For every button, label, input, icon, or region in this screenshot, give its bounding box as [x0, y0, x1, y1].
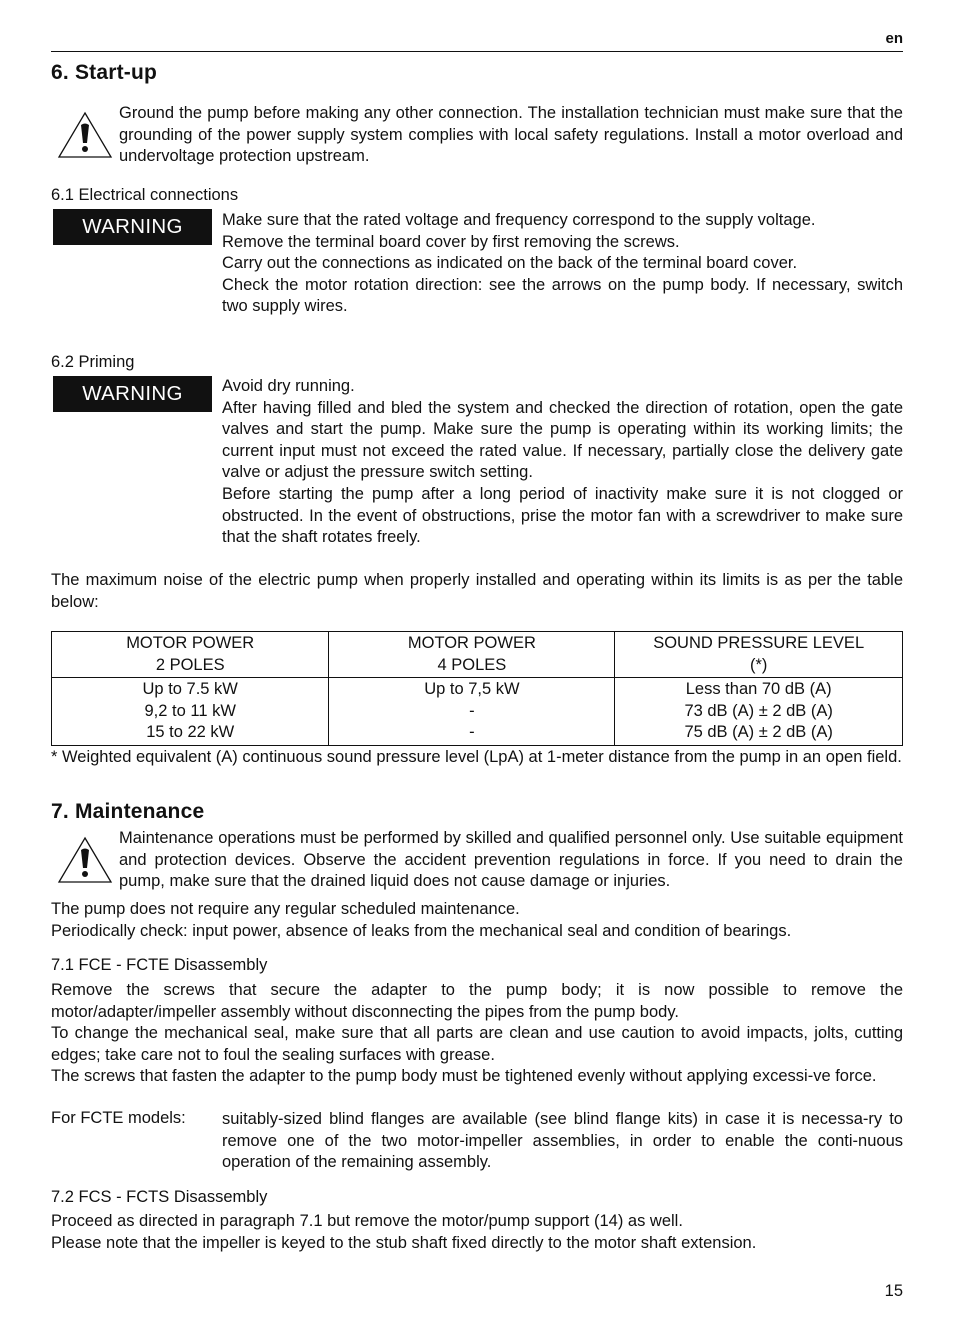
maintenance-line: The pump does not require any regular scheduled maintenance. [51, 900, 520, 918]
table-footnote: * Weighted equivalent (A) continuous sound pressure level (LpA) at 1-meter distance from the pump in an open field. [51, 748, 902, 766]
table-cell: Less than 70 dB (A) 73 dB (A) ± 2 dB (A) 75 dB (A) ± 2 dB (A) [615, 678, 903, 746]
startup-intro: Ground the pump before making any other connection. The installation technician must make sure that the grounding of the power supply system complies with local safety regulations. Install a motor overload and undervoltage protection upstream. [119, 104, 903, 166]
subsection-title-fcs: 7.2 FCS - FCTS Disassembly [51, 1188, 268, 1206]
warning-triangle-icon [57, 835, 113, 885]
subsection-title-electrical: 6.1 Electrical connections [51, 186, 239, 204]
warning-triangle-icon [57, 110, 113, 160]
header-rule [51, 51, 903, 52]
electrical-line: Remove the terminal board cover by first removing the screws. [222, 232, 680, 251]
electrical-line: Make sure that the rated voltage and frequency correspond to the supply voltage. [222, 211, 816, 229]
fce-paragraph: To change the mechanical seal, make sure that all parts are clean and use caution to avoid impacts, jolts, cutting edges; take care not to foul the sealing surfaces with grease. [51, 1024, 903, 1064]
electrical-text [222, 210, 903, 318]
table-header-cell: MOTOR POWER 2 POLES [52, 632, 329, 678]
electrical-line: Carry out the connections as indicated on the back of the terminal board cover. [222, 254, 798, 273]
section-title-maintenance: 7. Maintenance [51, 800, 205, 823]
fce-paragraph: The screws that fasten the adapter to the pump body must be tightened evenly without applying excessi-ve force. [51, 1067, 877, 1086]
maintenance-intro: Maintenance operations must be performed by skilled and qualified personnel only. Use suitable equipment and protection devices. Observe the accident prevention regulations in force. If you need to drain the pump, make sure that the drained liquid does not cause damage or injuries. [119, 829, 903, 891]
fcs-line: Proceed as directed in paragraph 7.1 but remove the motor/pump support (14) as well. [51, 1212, 683, 1230]
fcs-line: Please note that the impeller is keyed to the stub shaft fixed directly to the motor shaft extension. [51, 1233, 757, 1252]
priming-text [222, 376, 903, 549]
table-row [52, 678, 903, 746]
electrical-line: Check the motor rotation direction: see the arrows on the pump body. If necessary, switch two supply wires. [222, 275, 903, 316]
fcte-label: For FCTE models: [51, 1109, 186, 1127]
priming-line: Avoid dry running. [222, 377, 355, 395]
section-title-startup: 6. Start-up [51, 61, 158, 84]
priming-line: Before starting the pump after a long period of inactivity make sure it is not clogged or obstructed. In the event of obstructions, prise the motor fan with a screwdriver to make sure that the shaft rotates freely. [222, 484, 903, 547]
page-number: 15 [884, 1282, 903, 1300]
table-cell: Up to 7.5 kW 9,2 to 11 kW 15 to 22 kW [52, 678, 329, 746]
maintenance-text [51, 899, 903, 942]
subsection-title-priming: 6.2 Priming [51, 353, 135, 371]
subsection-title-fce: 7.1 FCE - FCTE Disassembly [51, 956, 268, 974]
language-code: en [885, 30, 903, 47]
table-header-cell: SOUND PRESSURE LEVEL (*) [615, 632, 903, 678]
priming-line: After having filled and bled the system and checked the direction of rotation, open the gate valves and start the pump. Make sure the pump is operating within its working limits; the current input must not exceed the rated value. If necessary, partially close the delivery gate valve or adjust the pressure switch setting. [222, 398, 903, 482]
noise-table [51, 631, 903, 746]
table-header-row [52, 632, 903, 678]
maintenance-line: Periodically check: input power, absence of leaks from the mechanical seal and condition of bearings. [51, 921, 792, 940]
warning-label: WARNING [53, 376, 212, 412]
fce-paragraph: Remove the screws that secure the adapter to the pump body; it is now possible to remove the motor/adapter/impeller assembly without disconnecting the pipes from the pump body. [51, 981, 903, 1021]
warning-label: WARNING [53, 209, 212, 245]
table-cell: Up to 7,5 kW - - [329, 678, 615, 746]
noise-intro: The maximum noise of the electric pump when properly installed and operating within its limits is as per the table below: [51, 571, 903, 611]
fcte-text: suitably-sized blind flanges are available (see blind flange kits) in case it is necessa-ry to remove one of the two motor-impeller assemblies, in order to enable the conti-nuous operation of the remaining assembly. [222, 1110, 903, 1172]
fcs-text [51, 1211, 903, 1254]
table-header-cell: MOTOR POWER 4 POLES [329, 632, 615, 678]
fce-text [51, 980, 903, 1088]
